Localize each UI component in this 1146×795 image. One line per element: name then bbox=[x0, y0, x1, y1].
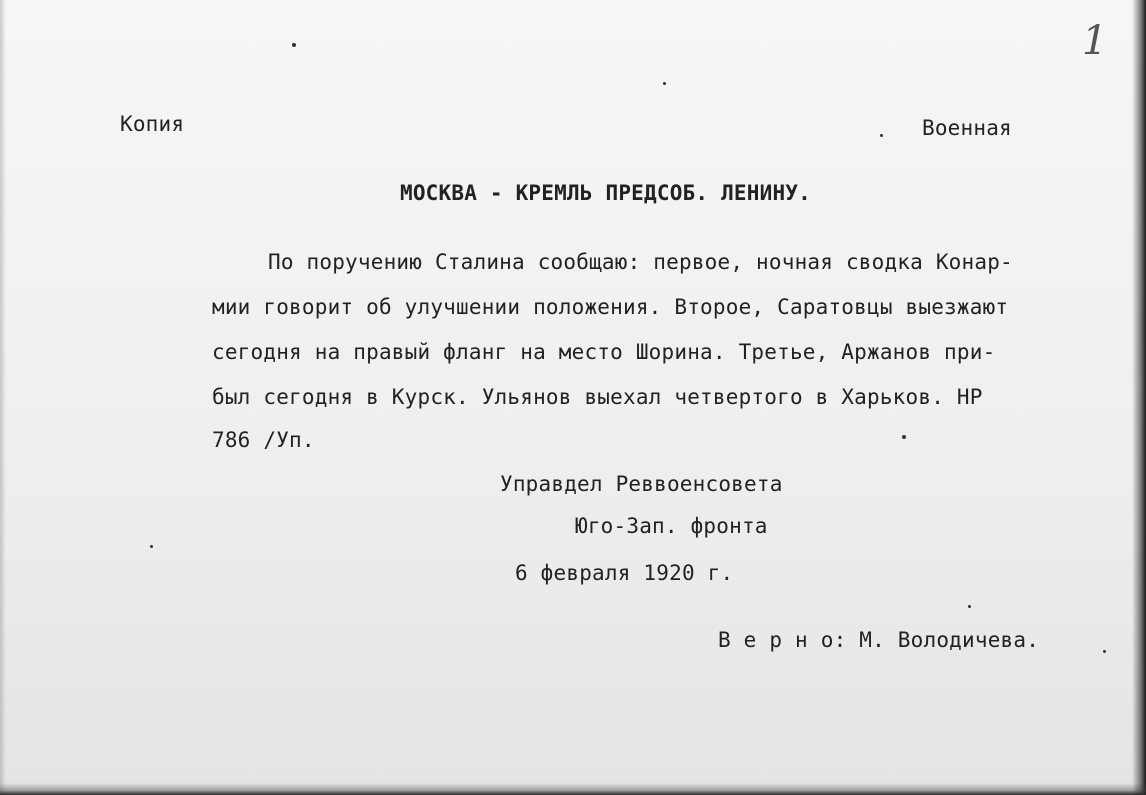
body-line-3: сегодня на правый фланг на место Шорина. Третье, Аржанов при- bbox=[212, 340, 996, 364]
document-date: 6 февраля 1920 г. bbox=[515, 561, 734, 585]
signature-title-1: Управдел Реввоенсовета bbox=[500, 472, 783, 496]
paper-speck bbox=[902, 435, 906, 439]
page-right-shadow bbox=[1132, 0, 1146, 795]
body-line-2: мии говорит об улучшении положения. Второе, Саратовцы выезжают bbox=[212, 295, 1009, 319]
paper-speck bbox=[1103, 650, 1106, 653]
paper-speck bbox=[663, 82, 666, 85]
attestation-line: В е р н о: М. Володичева. bbox=[718, 628, 1040, 652]
page-bottom-shadow bbox=[0, 783, 1146, 795]
body-line-5: 786 /Уп. bbox=[212, 428, 315, 452]
paper-speck bbox=[880, 134, 883, 137]
paper-speck bbox=[292, 43, 296, 47]
telegram-address: МОСКВА - КРЕМЛЬ ПРЕДСОБ. ЛЕНИНУ. bbox=[400, 181, 811, 205]
paper-speck bbox=[968, 605, 971, 608]
page-left-shadow bbox=[0, 0, 6, 795]
signature-title-2: Юго-Зап. фронта bbox=[575, 514, 768, 538]
body-line-1: По поручению Сталина сообщаю: первое, ночная сводка Конар- bbox=[268, 250, 1013, 274]
handwritten-folio-number: 1 bbox=[1082, 18, 1108, 64]
classification-label: Военная bbox=[922, 116, 1012, 140]
paper-speck bbox=[150, 545, 153, 548]
body-line-4: был сегодня в Курск. Ульянов выехал четвертого в Харьков. НР bbox=[212, 385, 983, 409]
copy-label: Копия bbox=[120, 112, 185, 136]
